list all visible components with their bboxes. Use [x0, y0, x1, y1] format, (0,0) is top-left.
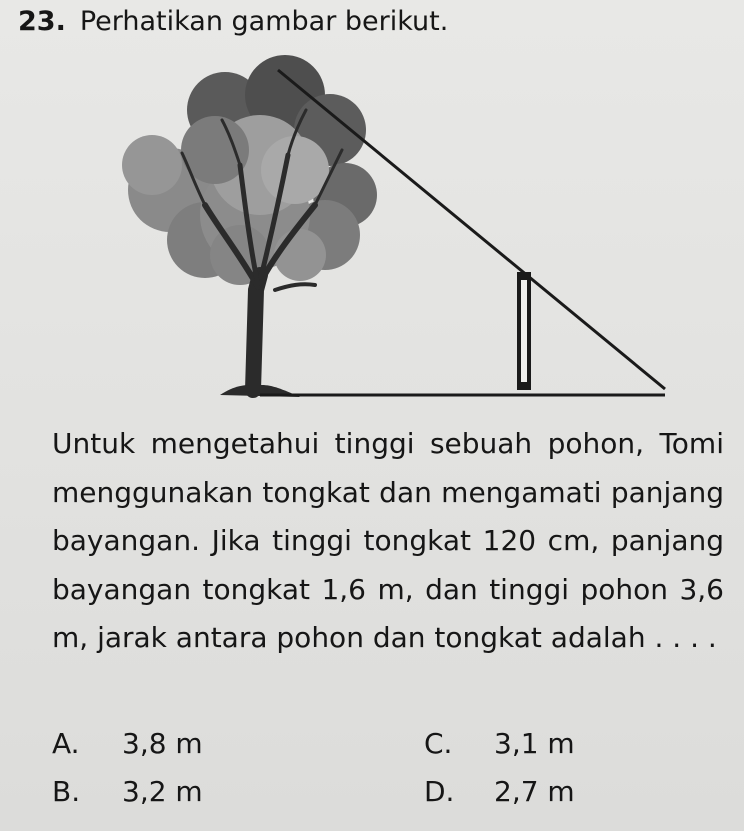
question-text: Untuk mengetahui tinggi sebuah pohon, Tomi menggunakan tongkat dan mengamati panjang bayangan. Jika tinggi tongkat 120 cm, panjang bayangan tongkat 1,6 m, dan tinggi pohon 3,6 m, jarak antara pohon dan tongkat adalah . . . .	[52, 427, 724, 654]
option-d-letter: D.	[424, 775, 455, 808]
option-b-value: 3,2 m	[122, 775, 203, 808]
option-c[interactable]	[424, 720, 575, 768]
option-b[interactable]	[52, 768, 203, 816]
option-a-letter: A.	[52, 727, 80, 760]
stick-icon	[517, 272, 531, 390]
option-a[interactable]	[52, 720, 203, 768]
tree-icon	[122, 55, 377, 397]
question-header	[18, 2, 448, 42]
option-b-letter: B.	[52, 775, 81, 808]
figure-svg	[110, 55, 690, 415]
option-a-value: 3,8 m	[122, 727, 203, 760]
option-d[interactable]	[424, 768, 575, 816]
question-number: 23.	[18, 6, 66, 37]
option-c-letter: C.	[424, 727, 453, 760]
question-title: Perhatikan gambar berikut.	[79, 6, 449, 37]
option-c-value: 3,1 m	[494, 727, 575, 760]
tree-stick-shadow-figure	[110, 55, 690, 415]
option-d-value: 2,7 m	[494, 775, 575, 808]
